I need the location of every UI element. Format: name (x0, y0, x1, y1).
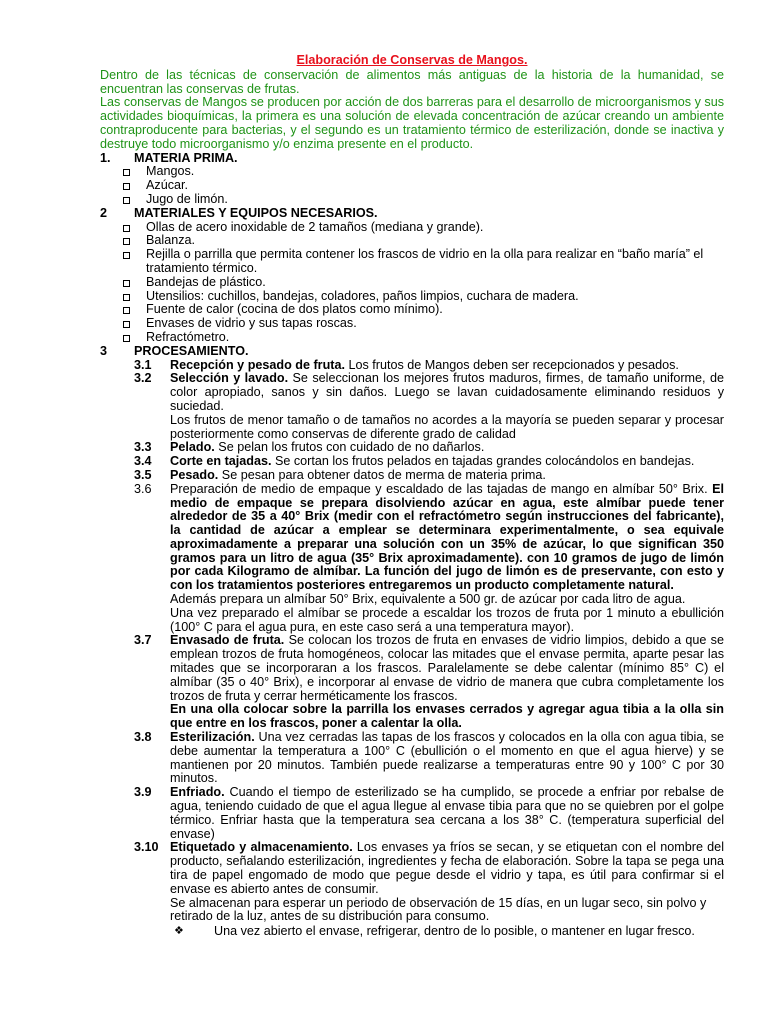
step-title: Pelado. (170, 440, 215, 455)
step-text-2: Los frutos de menor tamaño o de tamaños no acordes a la mayoría se pueden separar y procesar posteriormente como conservas de diferente grado de calidad (170, 412, 724, 441)
square-bullet-icon (100, 165, 146, 179)
step-number: 3.8 (134, 730, 152, 745)
step-3-5 (100, 469, 724, 483)
step-title: Pesado. (170, 467, 219, 482)
step-number: 3.9 (134, 785, 152, 800)
step-title: Etiquetado y almacenamiento. (170, 840, 353, 855)
step-number: 3.1 (134, 357, 152, 372)
list-item: Rejilla o parrilla que permita contener los frascos de vidrio en la olla para realizar en “baño maría” el tratamiento térmico. (100, 248, 724, 276)
square-bullet-icon (100, 179, 146, 193)
step-body (170, 441, 724, 455)
step-text-3: Una vez preparado el almíbar se procede a escaldar los trozos de fruta por 1 minuto a ebullición (100° C para el agua pura, en este caso será a una temperatura mayor). (170, 605, 724, 634)
final-note-text: Una vez abierto el envase, refrigerar, dentro de lo posible, o mantener en lugar fresco. (214, 924, 695, 939)
step-body (170, 731, 724, 786)
intro-paragraph-2: Las conservas de Mangos se producen por acción de dos barreras para el desarrollo de microorganismos y sus actividades bioquímicas, la primera es una solución de elevada concentración de azúcar creando un ambiente contraproducente para bacterias, y el segundo es un tratamiento térmico de esterilización, donde se inactiva y destruye todo microorganismo y/o enzima presente en el producto. (100, 95, 724, 151)
square-bullet-icon (100, 331, 146, 345)
square-bullet-icon (100, 317, 146, 331)
square-bullet-icon (100, 290, 146, 304)
section-heading-procesamiento (100, 345, 724, 359)
step-title: Envasado de fruta. (170, 633, 285, 648)
step-title: Enfriado. (170, 785, 225, 800)
list-item: Mangos. (100, 165, 724, 179)
step-body (170, 634, 724, 731)
step-3-9 (100, 786, 724, 841)
step-3-3 (100, 441, 724, 455)
step-3-7 (100, 634, 724, 731)
step-title: Corte en tajadas. (170, 454, 272, 469)
step-3-2 (100, 372, 724, 441)
list-item: Balanza. (100, 234, 724, 248)
step-text: Se seleccionan los mejores frutos maduros, firmes, de tamaño uniforme, de color apropiado, sanos y sin daños. Luego se lavan cuidadosamente eliminando residuos y suciedad. (170, 371, 724, 413)
step-text: Se pesan para obtener datos de merma de materia prima. (218, 467, 546, 482)
step-number: 3.3 (134, 440, 152, 455)
document-body (100, 54, 724, 939)
list-item: Jugo de limón. (100, 193, 724, 207)
section-number: 3 (100, 343, 108, 358)
step-text: Se pelan los frutos con cuidado de no dañarlos. (214, 440, 485, 455)
step-text: Se cortan los frutos pelados en tajadas grandes colocándolos en bandejas. (271, 454, 695, 469)
step-bold-text: El medio de empaque se prepara disolviendo azúcar en agua, este almíbar puede tener alrededor de 35 a 40° Brix (medir con el refractómetro según instrucciones del fabricante), la cantidad de azúcar a emplear se determinara experimentalmente, o sea equivale aproximadamente a preparar una solución con un 35% de azúcar, lo que significan 350 gramos para un litro de agua (35° Brix aproximadamente). con 10 gramos de jugo de limón por cada Kilogramo de almíbar. La función del jugo de limón es de preservante, con esto y con los tratamientos posteriores entregaremos un producto completamente natural. (170, 481, 724, 593)
step-body (170, 469, 724, 483)
step-text: Una vez cerradas las tapas de los frascos y colocados en la olla con agua tibia, se debe aumentar la temperatura a 100° C (ebullición o el momento en que el agua hierve) y se mantienen por 20 minutos. También puede realizarse a temperaturas entre 90 y 100° C por 30 minutos. (170, 730, 724, 786)
section-heading-materia-prima (100, 152, 724, 166)
step-number: 3.4 (134, 454, 152, 469)
square-bullet-icon (100, 248, 146, 276)
document-title: Elaboración de Conservas de Mangos. (296, 53, 528, 67)
square-bullet-icon (100, 303, 146, 317)
square-bullet-icon (100, 276, 146, 290)
step-body (170, 359, 724, 373)
list-item: Ollas de acero inoxidable de 2 tamaños (mediana y grande). (100, 221, 724, 235)
step-text: Preparación de medio de empaque y escaldado de las tajadas de mango en almíbar 50° Brix. (170, 481, 713, 496)
step-3-10 (100, 841, 724, 924)
step-bold-text: En una olla colocar sobre la parrilla los envases cerrados y agregar agua tibia a la olla sin que entre en los frascos, poner a calentar la olla. (170, 702, 724, 731)
section-title: PROCESAMIENTO. (134, 343, 249, 358)
step-body (170, 483, 724, 635)
step-text: Se colocan los trozos de fruta en envases de vidrio limpios, debido a que se emplean trozos de fruta homogéneos, colocar las mitades que el envase permita, aparte pesar las mitades que se incorporaran a los frascos. Paralelamente se debe calentar (mínimo 85° C) el almíbar (35 o 40° Brix), e incorporar al envase de vidrio de manera que cubra completamente los trozos de fruta y cerrar herméticamente los frascos. (170, 633, 724, 703)
step-3-6 (100, 483, 724, 635)
materiales-list (100, 221, 724, 345)
step-3-8 (100, 731, 724, 786)
section-heading-materiales (100, 207, 724, 221)
list-item: Refractómetro. (100, 331, 724, 345)
step-text: Los frutos de Mangos deben ser recepcionados y pesados. (344, 357, 679, 372)
section-title: MATERIALES Y EQUIPOS NECESARIOS. (134, 205, 378, 220)
step-number: 3.7 (134, 633, 152, 648)
step-text-2: Se almacenan para esperar un periodo de observación de 15 días, en un lugar seco, sin polvo y retirado de la luz, antes de su distribución para consumo. (170, 895, 707, 924)
list-item: Envases de vidrio y sus tapas roscas. (100, 317, 724, 331)
square-bullet-icon (100, 221, 146, 235)
step-3-4 (100, 455, 724, 469)
step-number: 3.6 (134, 481, 152, 496)
final-note (100, 925, 724, 939)
step-text-2: Además prepara un almíbar 50° Brix, equivalente a 500 gr. de azúcar por cada litro de agua. (170, 592, 686, 607)
list-item: Utensilios: cuchillos, bandejas, coladores, paños limpios, cuchara de madera. (100, 290, 724, 304)
step-title: Recepción y pesado de fruta. (170, 357, 345, 372)
list-item: Azúcar. (100, 179, 724, 193)
list-item: Bandejas de plástico. (100, 276, 724, 290)
step-text: Cuando el tiempo de esterilizado se ha cumplido, se procede a enfriar por rebalse de agua, teniendo cuidado de que el agua llegue al envase tibia para que no se quiebren por el golpe térmico. Enfriar hasta que la temperatura sea cercana a los 38° C. (temperatura superficial del envase) (170, 785, 724, 841)
step-body (170, 372, 724, 441)
step-3-1 (100, 359, 724, 373)
diamond-bullet-icon: ❖ (174, 925, 184, 938)
step-number: 3.2 (134, 371, 152, 386)
materia-prima-list (100, 165, 724, 206)
section-title: MATERIA PRIMA. (134, 150, 238, 165)
section-number: 1. (100, 150, 111, 165)
section-number: 2 (100, 205, 108, 220)
step-body (170, 841, 724, 924)
list-item: Fuente de calor (cocina de dos platos como mínimo). (100, 303, 724, 317)
step-body (170, 786, 724, 841)
intro-paragraph-1: Dentro de las técnicas de conservación de alimentos más antiguas de la historia de la humanidad, se encuentran las conservas de frutas. (100, 67, 724, 96)
step-number: 3.10 (134, 840, 159, 855)
step-title: Esterilización. (170, 730, 255, 745)
step-body (170, 455, 724, 469)
square-bullet-icon (100, 234, 146, 248)
step-number: 3.5 (134, 467, 152, 482)
step-title: Selección y lavado. (170, 371, 289, 386)
square-bullet-icon (100, 193, 146, 207)
step-text: Los envases ya fríos se secan, y se etiquetan con el nombre del producto, señalando esterilización, ingredientes y fecha de elaboración. Sobre la tapa se pega una tira de papel engomado de modo que pegue desde el vidrio y tapa, es útil para confirmar si el envase es abierto antes de consumir. (170, 840, 724, 896)
